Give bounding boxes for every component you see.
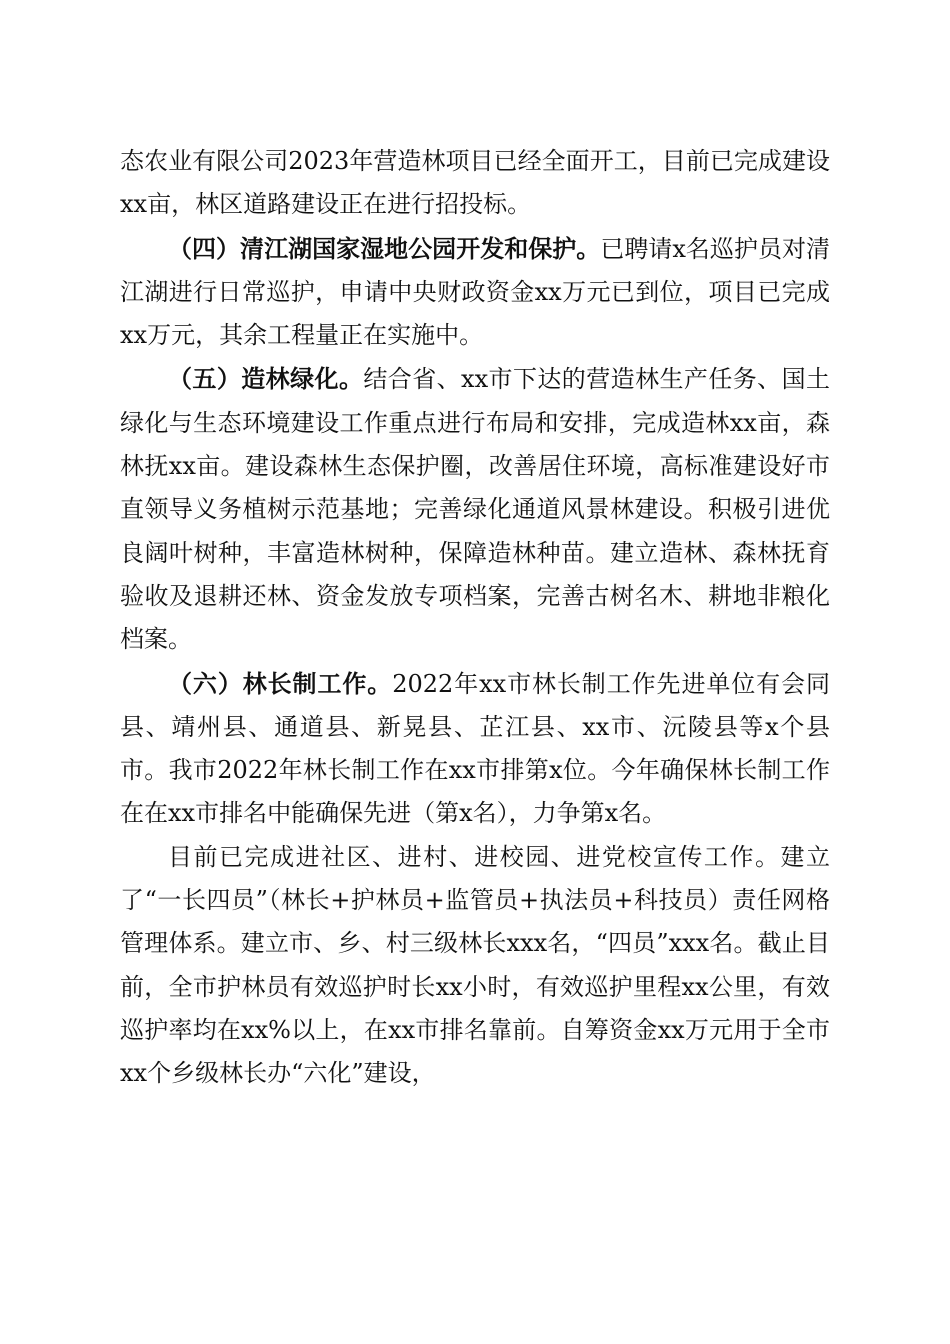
paragraph-wetland-park	[120, 227, 830, 358]
paragraph-forest-chief-system	[120, 662, 830, 836]
paragraph-text: 结合省、xx市下达的营造林生产任务、国土绿化与生态环境建设工作重点进行布局和安排，完成造林xx亩，森林抚xx亩。建设森林生态保护圈，改善居住环境，高标准建设好市直领导义务植树示范基地；完善绿化通道风景林建设。积极引进优良阔叶树种，丰富造林树种，保障造林种苗。建立造林、森林抚育验收及退耕还林、资金发放专项档案，完善古树名木、耕地非粮化档案。	[120, 365, 831, 654]
paragraph-text: 已聘请x名巡护员对清江湖进行日常巡护，申请中央财政资金xx万元已到位，项目已完成xx万元，其余工程量正在实施中。	[120, 234, 830, 350]
paragraph-text: 目前已完成进社区、进村、进校园、进党校宣传工作。建立了“一长四员”（林长+护林员+监管员+执法员+科技员）责任网格管理体系。建立市、乡、村三级林长xxx名，“四员”xxx名。截止目前，全市护林员有效巡护时长xx小时，有效巡护里程xx公里，有效巡护率均在xx%以上，在xx市排名靠前。自筹资金xx万元用于全市xx个乡级林长办“六化”建设，	[120, 842, 830, 1088]
paragraph-text: 2022年xx市林长制工作先进单位有会同县、靖州县、通道县、新晃县、芷江县、xx市、沅陵县等x个县市。我市2022年林长制工作在xx市排第x位。今年确保林长制工作在在xx市排名中能确保先进（第x名），力争第x名。	[120, 669, 831, 828]
section-heading-forest-chief-system: （六）林长制工作。	[168, 668, 393, 698]
paragraph-afforestation	[120, 357, 830, 661]
paragraph-progress	[120, 836, 830, 1096]
paragraph-text: 态农业有限公司2023年营造林项目已经全面开工，目前已完成建设xx亩，林区道路建设正在进行招投标。	[120, 147, 830, 219]
document-body	[120, 140, 830, 1096]
section-heading-afforestation: （五）造林绿化。	[168, 364, 364, 394]
paragraph-forest-project	[120, 140, 830, 227]
section-heading-wetland-park: （四）清江湖国家湿地公园开发和保护。	[168, 233, 601, 263]
